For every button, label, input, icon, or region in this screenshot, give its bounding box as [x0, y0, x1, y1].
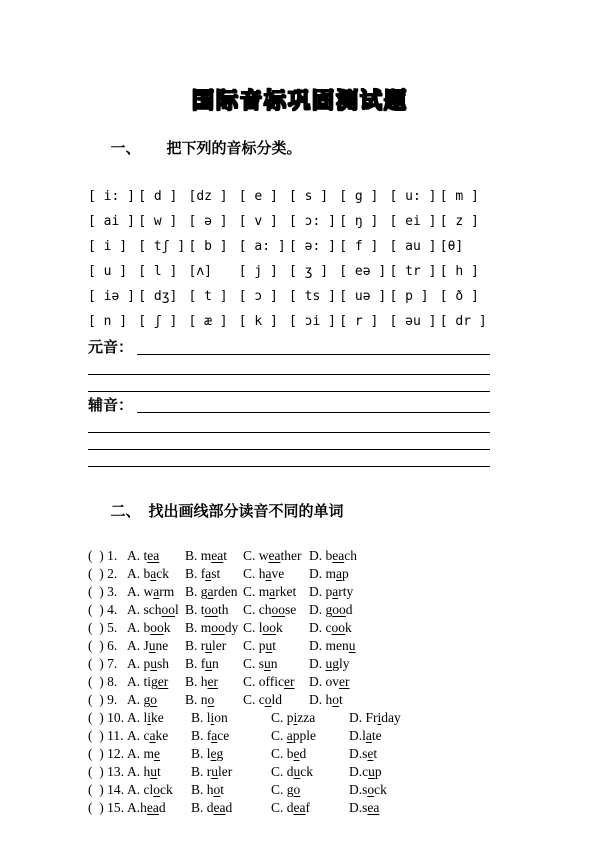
question-row	[88, 565, 490, 583]
phonetic-symbol: [ n ]	[88, 314, 128, 329]
phonetic-symbol: [ i ]	[88, 239, 128, 254]
phonetic-symbol: [ u ]	[88, 264, 128, 279]
answer-line	[88, 450, 490, 467]
phonetic-symbol: [ tr ]	[389, 264, 437, 279]
phonetic-symbol: [ ei ]	[389, 214, 437, 229]
question-option: D.sea	[349, 800, 380, 815]
phonetic-symbol: [ ɔi ]	[289, 314, 336, 329]
answer-line	[137, 338, 490, 355]
question-option: D. hot	[309, 692, 343, 707]
phonetic-row	[88, 284, 490, 309]
answer-parentheses: ( ) 14.	[88, 782, 124, 797]
question-option: D.cup	[349, 764, 382, 779]
question-option: C. duck	[271, 764, 314, 779]
phonetic-symbol: [θ]	[439, 239, 464, 254]
question-option: D. party	[309, 584, 354, 599]
question-option: A. tea	[127, 548, 160, 563]
phonetic-symbol: [ dr ]	[439, 314, 487, 329]
question-option: C. have	[243, 566, 285, 581]
question-option: A. school	[127, 602, 179, 617]
phonetic-symbol: [ b ]	[188, 239, 228, 254]
question-option: B. face	[191, 728, 230, 743]
question-row	[88, 673, 490, 691]
phonetic-symbol: [ t ]	[188, 289, 228, 304]
section2-heading-text: 找出画线部分读音不同的单词	[148, 504, 344, 520]
question-option: A. warm	[127, 584, 175, 599]
phonetic-symbol: [ v ]	[238, 214, 278, 229]
phonetic-symbol: [ u: ]	[389, 189, 437, 204]
section1-heading-text: 把下列的音标分类。	[166, 141, 302, 157]
question-option: B. her	[185, 674, 219, 689]
phonetic-symbol: [ əu ]	[389, 314, 437, 329]
answer-parentheses: ( ) 3.	[88, 584, 118, 599]
question-option: C. look	[243, 620, 283, 635]
phonetic-symbol: [ z ]	[439, 214, 479, 229]
question-option: B. fun	[185, 656, 219, 671]
section2-number: 二、	[110, 504, 141, 520]
answer-parentheses: ( ) 15.	[88, 800, 124, 815]
consonant-label: 辅音：	[88, 398, 134, 414]
section2-heading	[88, 485, 490, 539]
question-option: B. ruler	[185, 638, 227, 653]
phonetic-row	[88, 309, 490, 334]
phonetic-symbol: [ ɔ: ]	[289, 214, 336, 229]
phonetic-symbol: [ w ]	[138, 214, 178, 229]
question-option: D.set	[349, 746, 378, 761]
question-option: A. me	[127, 746, 160, 761]
question-option: C. officer	[243, 674, 295, 689]
question-option: D. menu	[309, 638, 356, 653]
phonetic-symbol: [ ɔ ]	[238, 289, 278, 304]
phonetic-symbol: [ p ]	[389, 289, 429, 304]
answer-parentheses: ( ) 8.	[88, 674, 118, 689]
question-row	[88, 691, 490, 709]
question-row	[88, 727, 490, 745]
phonetic-symbol: [ h ]	[439, 264, 479, 279]
question-option: C. sun	[243, 656, 278, 671]
question-row	[88, 619, 490, 637]
answer-line	[88, 375, 490, 392]
phonetic-symbol-grid	[88, 184, 490, 334]
phonetic-row	[88, 234, 490, 259]
question-option: A. go	[127, 692, 157, 707]
phonetic-symbol: [ uə ]	[339, 289, 387, 304]
question-option: D. Friday	[349, 710, 401, 725]
question-row	[88, 781, 490, 799]
answer-parentheses: ( ) 1.	[88, 548, 118, 563]
question-option: C. deaf	[271, 800, 310, 815]
question-option: A. hut	[127, 764, 161, 779]
question-option: A. back	[127, 566, 169, 581]
question-option: C. bed	[271, 746, 307, 761]
phonetic-symbol: [ ð ]	[439, 289, 479, 304]
answer-line	[88, 358, 490, 375]
phonetic-symbol: [ ai ]	[88, 214, 135, 229]
question-option: D. ugly	[309, 656, 350, 671]
phonetic-symbol: [ iə ]	[88, 289, 135, 304]
section1-number: 一、	[110, 141, 141, 157]
answer-line	[88, 433, 490, 450]
question-option: B. dead	[191, 800, 233, 815]
question-option: A. cake	[127, 728, 169, 743]
phonetic-symbol: [ au ]	[389, 239, 437, 254]
consonant-answer-section	[88, 396, 490, 416]
question-option: B. garden	[185, 584, 238, 599]
answer-parentheses: ( ) 7.	[88, 656, 118, 671]
phonetic-row	[88, 184, 490, 209]
worksheet-content	[88, 0, 490, 817]
question-option: D. cook	[309, 620, 352, 635]
phonetic-row	[88, 259, 490, 284]
vowel-blank-lines	[88, 358, 490, 392]
question-option: B. lion	[191, 710, 228, 725]
question-row	[88, 799, 490, 817]
question-option: B. hot	[191, 782, 225, 797]
question-option: A. June	[127, 638, 169, 653]
question-option: C. go	[271, 782, 301, 797]
question-row	[88, 655, 490, 673]
question-option: A. tiger	[127, 674, 169, 689]
worksheet-title: 国际音标巩固测试题	[191, 88, 408, 113]
question-option: A. like	[127, 710, 164, 725]
phonetic-symbol: [ʌ]	[188, 264, 212, 279]
question-option: B. fast	[185, 566, 221, 581]
phonetic-symbol: [ ə: ]	[289, 239, 336, 254]
phonetic-symbol: [ e ]	[238, 189, 278, 204]
answer-parentheses: ( ) 12.	[88, 746, 124, 761]
question-option: C. choose	[243, 602, 297, 617]
answer-parentheses: ( ) 6.	[88, 638, 118, 653]
question-option: B. no	[185, 692, 215, 707]
question-option: C. pizza	[271, 710, 316, 725]
phonetic-symbol: [ a: ]	[238, 239, 286, 254]
question-option: C. market	[243, 584, 297, 599]
question-row	[88, 745, 490, 763]
question-option: C. weather	[243, 548, 302, 563]
question-row	[88, 547, 490, 565]
phonetic-symbol: [ l ]	[138, 264, 178, 279]
phonetic-symbol: [ d ]	[138, 189, 178, 204]
answer-parentheses: ( ) 10.	[88, 710, 124, 725]
question-option: C. put	[243, 638, 277, 653]
question-option: A. book	[127, 620, 171, 635]
question-option: C. apple	[271, 728, 317, 743]
phonetic-symbol: [ g ]	[339, 189, 379, 204]
phonetic-symbol: [ eə ]	[339, 264, 387, 279]
answer-line	[88, 416, 490, 433]
answer-parentheses: ( ) 2.	[88, 566, 118, 581]
question-option: A. clock	[127, 782, 173, 797]
phonetic-symbol: [ j ]	[238, 264, 278, 279]
question-option: B. meat	[185, 548, 228, 563]
question-row	[88, 709, 490, 727]
phonetic-row	[88, 209, 490, 234]
answer-parentheses: ( ) 13.	[88, 764, 124, 779]
phonetic-symbol: [ f ]	[339, 239, 379, 254]
phonetic-symbol: [ æ ]	[188, 314, 228, 329]
question-option: D. beach	[309, 548, 357, 563]
question-option: B. leg	[191, 746, 224, 761]
question-option: D. over	[309, 674, 350, 689]
phonetic-symbol: [ ŋ ]	[339, 214, 379, 229]
question-option: A.head	[127, 800, 166, 815]
phonetic-symbol: [ k ]	[238, 314, 278, 329]
question-option: D.late	[349, 728, 382, 743]
question-option: D.sock	[349, 782, 387, 797]
phonetic-symbol: [ ts ]	[289, 289, 336, 304]
phonetic-symbol: [ ʃ ]	[138, 314, 178, 329]
vowel-answer-section	[88, 338, 490, 358]
question-option: C. cold	[243, 692, 283, 707]
answer-parentheses: ( ) 5.	[88, 620, 118, 635]
phonetic-symbol: [ ʒ ]	[289, 264, 329, 279]
phonetic-symbol: [ r ]	[339, 314, 379, 329]
answer-parentheses: ( ) 11.	[88, 728, 124, 743]
phonetic-symbol: [ s ]	[289, 189, 329, 204]
question-row	[88, 763, 490, 781]
section1-heading	[88, 122, 490, 176]
question-option: B. ruler	[191, 764, 233, 779]
question-row	[88, 583, 490, 601]
answer-parentheses: ( ) 4.	[88, 602, 118, 617]
question-option: B. tooth	[185, 602, 229, 617]
question-option: D. map	[309, 566, 349, 581]
question-option: A. push	[127, 656, 170, 671]
phonetic-symbol: [ i: ]	[88, 189, 135, 204]
answer-parentheses: ( ) 9.	[88, 692, 118, 707]
phonetic-symbol: [dz ]	[188, 189, 228, 204]
phonetic-symbol: [ m ]	[439, 189, 479, 204]
question-list	[88, 547, 490, 817]
question-row	[88, 637, 490, 655]
phonetic-symbol: [ tʃ ]	[138, 239, 186, 254]
phonetic-symbol: [ dʒ]	[138, 289, 178, 304]
question-option: B. moody	[185, 620, 239, 635]
vowel-label: 元音：	[88, 340, 134, 356]
answer-line	[137, 396, 490, 413]
phonetic-symbol: [ ə ]	[188, 214, 228, 229]
question-row	[88, 601, 490, 619]
consonant-blank-lines	[88, 416, 490, 467]
question-option: D. good	[309, 602, 353, 617]
